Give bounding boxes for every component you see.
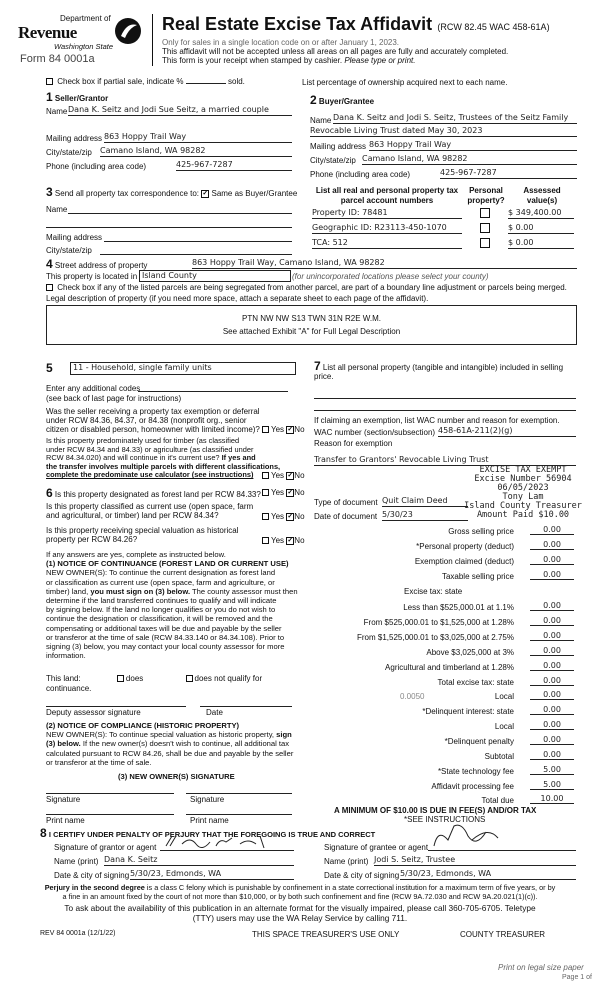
see-instructions: *SEE INSTRUCTIONS [404, 815, 486, 824]
tax-row-value[interactable]: 0.00 [530, 616, 574, 626]
deputy-signature-field[interactable] [46, 700, 186, 707]
exemption-claim-label: If claiming an exemption, list WAC number and reason for exemption. [314, 416, 560, 425]
street-address-label: Street address of property [54, 261, 148, 270]
alt-format-notice [4, 904, 596, 923]
tax-row-label: Affidavit processing fee [431, 782, 514, 791]
forest-question [46, 486, 261, 500]
form-number: Form 84 0001a [20, 53, 95, 65]
perjury-bold: Perjury in the second degree [44, 884, 145, 892]
parcels-header-3b: value(s) [526, 196, 558, 205]
tax-row-value[interactable]: 5.00 [530, 765, 574, 775]
timber-yes-checkbox[interactable] [262, 472, 269, 479]
signature-label: Signature [190, 795, 225, 804]
stamp-line: Tony Lam [502, 492, 544, 502]
reason-field[interactable]: Transfer to Grantors' Revocable Living Trust [314, 455, 576, 466]
print-name-label: Print name [190, 816, 229, 825]
grantee-date-field[interactable]: 5/30/23, Edmonds, WA [400, 869, 576, 880]
seller-phone-label: Phone (including area code) [46, 162, 147, 171]
section3-name-field[interactable] [68, 203, 292, 214]
buyer-mail-label: Mailing address [310, 142, 367, 151]
header-divider [152, 14, 153, 66]
buyer-city-label: City/state/zip [310, 156, 356, 165]
stamp-line: Island County Treasurer [464, 501, 582, 511]
grantor-date-field[interactable]: 5/30/23, Edmonds, WA [130, 869, 294, 880]
grantee-name-field[interactable]: Jodi S. Seitz, Trustee [374, 855, 576, 866]
page-number: Page 1 of [562, 974, 592, 981]
section3-mail-field[interactable] [104, 231, 292, 242]
parcels-header-1b: parcel account numbers [340, 196, 434, 205]
yes-label: Yes [271, 512, 285, 521]
tax-row-value[interactable]: 0.00 [530, 570, 574, 580]
partial-sale-checkbox[interactable] [46, 78, 53, 85]
historic-yesno [262, 536, 305, 545]
continuance-line-b: you must sign on (3) below. [90, 586, 191, 596]
partial-sale-sold: sold. [228, 77, 245, 86]
buyer-name-field-2[interactable]: Revocable Living Trust dated May 30, 2023 [310, 126, 577, 137]
tax-row-value[interactable]: 0.00 [530, 555, 574, 565]
doc-date-field[interactable]: 5/30/23 [382, 510, 468, 521]
tax-row-label: Agricultural and timberland at 1.28% [385, 663, 514, 672]
new-owner-signature-2[interactable] [186, 787, 292, 794]
header-sub3a: This form is your receipt when stamped by cashier. [162, 56, 343, 65]
buyer-city-field[interactable]: Camano Island, WA 98282 [362, 154, 577, 165]
no-label: No [294, 512, 305, 521]
exemption-no-checkbox[interactable]: ✓ [287, 425, 294, 433]
parcel-row [312, 208, 577, 220]
exemption-yes-checkbox[interactable] [262, 426, 269, 433]
dor-logo-mark-icon [113, 16, 143, 46]
continuance-label: continuance. [46, 684, 92, 693]
compliance-block [46, 721, 301, 767]
seller-mail-label: Mailing address [46, 134, 103, 143]
section6-number: 6 [46, 486, 53, 500]
wac-label: WAC number (section/subsection) [314, 428, 436, 437]
tax-row-value[interactable]: 0.00 [530, 690, 574, 700]
section3-text: Send all property tax correspondence to: [54, 189, 200, 198]
section3-city-field[interactable] [100, 244, 292, 255]
grantee-name-label: Name (print) [324, 857, 369, 866]
section3-heading [46, 185, 297, 199]
treasurer-only-label: THIS SPACE TREASURER'S USE ONLY [252, 930, 400, 939]
section7-heading [314, 359, 576, 381]
land-does-label: does [125, 674, 144, 683]
compliance-heading: (2) NOTICE OF COMPLIANCE (HISTORIC PROPERTY) [46, 721, 240, 730]
form-rcw: (RCW 82.45 WAC 458-61A) [437, 22, 550, 32]
tax-row-value[interactable]: 0.00 [530, 676, 574, 686]
compliance-line-b: If the new owner(s) doesn't wish to continue, all additional tax [82, 739, 290, 749]
revision-number: REV 84 0001a (12/1/22) [40, 930, 116, 937]
additional-codes-note: (see back of last page for instructions) [46, 394, 182, 403]
new-owner-print-2[interactable] [186, 808, 292, 815]
grantor-date-label: Date & city of signing [54, 871, 130, 880]
stamp-line: Excise Number 56904 [474, 474, 572, 484]
alt-format-line2: (TTY) users may use the WA Relay Service by calling 711. [192, 912, 408, 923]
current-use-q2: and agricultural, or timber) land per RCW 84.34? [46, 511, 219, 520]
grantee-date-label: Date & city of signing [324, 871, 400, 880]
no-label: No [294, 425, 305, 434]
tax-row-label: Excise tax: state [404, 587, 463, 596]
parcel-value-field[interactable]: $ 0.00 [508, 238, 574, 249]
historic-yes-checkbox[interactable] [262, 537, 269, 544]
continuance-heading: (1) NOTICE OF CONTINUANCE (FOREST LAND OR CURRENT USE) [46, 559, 289, 569]
timber-question [46, 437, 296, 480]
current-use-yes-checkbox[interactable] [262, 513, 269, 520]
tax-row-label: *Delinquent penalty [444, 737, 514, 746]
timber-q-line3a: RCW 84.34.020) and will continue in it's current use? [46, 453, 220, 463]
tax-row-value[interactable]: 0.00 [530, 735, 574, 745]
logo-dept-line2: Revenue [18, 23, 77, 42]
county-treasurer-label: COUNTY TREASURER [460, 930, 546, 939]
compliance-line-a: (3) below. [46, 739, 81, 749]
logo-dept-line1: Department of [60, 14, 111, 23]
legal-description-line1: PTN NW NW S13 TWN 31N R2E W.M. [242, 314, 381, 323]
continuance-line: by signing below. If the land no longer qualifies or you do not wish to [46, 605, 276, 615]
tax-row-value[interactable]: 5.00 [530, 780, 574, 790]
form-title: Real Estate Excise Tax Affidavit [162, 14, 433, 34]
local-rate: 0.0050 [400, 692, 425, 701]
current-use-question [46, 502, 253, 520]
header-sub3b: Please type or print. [344, 56, 416, 65]
tax-row-label: Local [494, 692, 514, 701]
continuance-line: information. [46, 651, 86, 661]
continuance-line: signing (3) below, you may contact your local county assessor for more [46, 642, 285, 652]
doc-type-field[interactable]: Quit Claim Deed [382, 496, 468, 507]
tax-row-value[interactable]: 10.00 [530, 794, 574, 804]
seller-name-label: Name [46, 107, 68, 116]
tax-row-label: Above $3,025,000 at 3% [426, 648, 514, 657]
timber-q-line2: under RCW 84.34 and 84.33) or agriculture (as classified under [46, 444, 254, 454]
deputy-signature-label: Deputy assessor signature [46, 708, 141, 717]
yes-label: Yes [271, 488, 285, 497]
legal-description-box[interactable] [46, 305, 577, 345]
exemption-yesno [262, 425, 305, 434]
parcel-id-field[interactable]: TCA: 512 [312, 238, 462, 249]
parcels-header-2a: Personal [469, 186, 503, 195]
tax-row-value[interactable]: 0.00 [530, 646, 574, 656]
land-does-not-label: does not qualify for [194, 674, 263, 683]
yes-label: Yes [271, 536, 285, 545]
tax-row-label: From $1,525,000.01 to $3,025,000 at 2.75% [356, 633, 514, 642]
perjury-notice [4, 884, 596, 901]
segregated-row [46, 283, 567, 292]
parcels-header-1 [312, 186, 462, 206]
historic-q2: property per RCW 84.26? [46, 535, 138, 544]
section3-city-label: City/state/zip [46, 246, 92, 255]
timber-no-checkbox[interactable]: ✓ [287, 471, 294, 479]
partial-sale-label: Check box if partial sale, indicate % [57, 77, 184, 86]
forest-yesno [262, 488, 305, 497]
header-sub2: This affidavit will not be accepted unless all areas on all pages are fully and accurately completed. [162, 47, 509, 56]
continuance-line: NEW OWNER(S): To continue the current designation as forest land [46, 568, 276, 578]
timber-q-line5: complete the predominate use calculator (see instructions) [46, 470, 254, 480]
buyer-name-label: Name [310, 116, 332, 125]
parcels-header-2b: property? [467, 196, 505, 205]
alt-format-line1: To ask about the availability of this publication in an alternate format for the visually impaired, please call 360-705-6705. Teletype [64, 903, 536, 913]
parcel-personal-checkbox[interactable] [480, 208, 490, 218]
land-does-checkbox[interactable] [117, 675, 124, 682]
partial-sale-percent-field[interactable] [186, 83, 226, 84]
tax-row-label: Local [494, 722, 514, 731]
minimum-due-note: A MINIMUM OF $10.00 IS DUE IN FEE(S) AND/OR TAX [334, 806, 537, 815]
seller-section-number: 1 [46, 90, 53, 104]
tax-row-label: Gross selling price [448, 527, 514, 536]
yes-label: Yes [271, 425, 285, 434]
tax-row-value[interactable]: 0.00 [530, 601, 574, 611]
forest-q: Is this property designated as forest land per RCW 84.33? [54, 490, 261, 499]
continuance-line: compensating or additional taxes will be due and payable by the seller [46, 623, 282, 633]
section4-number: 4 [46, 257, 53, 271]
deputy-date-label: Date [206, 708, 223, 717]
tax-row-value[interactable]: 0.00 [530, 540, 574, 550]
current-use-yesno [262, 512, 305, 521]
street-address-field[interactable]: 863 Hoppy Trail Way, Camano Island, WA 98282 [192, 258, 577, 269]
deputy-date-field[interactable] [200, 700, 292, 707]
grantee-sig-label: Signature of grantee or agent [324, 843, 429, 852]
personal-property-field[interactable] [314, 390, 576, 399]
grantor-name-field[interactable]: Dana K. Seitz [104, 855, 294, 866]
parcel-row [312, 223, 577, 235]
no-label: No [294, 536, 305, 545]
certify-text: I CERTIFY UNDER PENALTY OF PERJURY THAT THE FOREGOING IS TRUE AND CORRECT [48, 830, 376, 839]
section3-number: 3 [46, 185, 53, 199]
new-owner-signature-heading: (3) NEW OWNER(S) SIGNATURE [118, 772, 235, 781]
tax-row-label: *State technology fee [437, 767, 514, 776]
land-label: This land: [46, 674, 81, 683]
compliance-line-a: NEW OWNER(S): To continue special valuation as historic property, [46, 730, 275, 740]
current-use-q1: Is this property classified as current use (open space, farm [46, 502, 254, 511]
new-owner-print-1[interactable] [46, 808, 174, 815]
tax-row-label: Taxable selling price [441, 572, 514, 581]
logo-dept-line3: Washington State [54, 42, 114, 51]
additional-codes-label: Enter any additional codes [46, 384, 141, 393]
grantor-signature-field[interactable] [160, 838, 294, 851]
section7-text: List all personal property (tangible and intangible) included in selling price. [314, 363, 564, 381]
stamp-line: 06/05/2023 [497, 483, 549, 493]
timber-q-line4: the transfer involves multiple parcels with different classifications, [46, 461, 281, 471]
grantor-signature-icon [160, 834, 294, 850]
new-owner-signature-1[interactable] [46, 787, 174, 794]
compliance-line [46, 730, 301, 739]
perjury-line2: a fine in an amount fixed by the court of not more than $10,000, or by both such confinement and fine (RCW 9A.72.030 and RCW 9A.20.021(1)(c)). [62, 891, 538, 901]
section7-number: 7 [314, 359, 321, 373]
parcel-value-field[interactable]: $ 0.00 [508, 223, 574, 234]
county-select[interactable]: Island County [139, 270, 291, 282]
grantee-signature-field[interactable] [428, 838, 576, 851]
continuance-line: continue the designation or classification, it will be removed and the [46, 614, 273, 624]
parcel-row [312, 238, 577, 250]
partial-sale-row [46, 77, 245, 86]
parcel-personal-checkbox[interactable] [480, 223, 490, 233]
dor-logo [18, 14, 148, 66]
seller-phone-field[interactable]: 425-967-7287 [176, 160, 292, 171]
seller-city-field[interactable]: Camano Island, WA 98282 [100, 146, 292, 157]
seller-name-field[interactable]: Dana K. Seitz and Jodi Sue Seitz, a married couple [68, 105, 292, 116]
seller-heading-label: Seller/Grantor [54, 94, 109, 103]
parcel-value-field[interactable]: $ 349,400.00 [508, 208, 574, 219]
parcels-header-2 [464, 186, 508, 206]
parcels-header-1a: List all real and personal property tax [315, 186, 459, 195]
print-name-label: Print name [46, 816, 85, 825]
section3-mail-label: Mailing address [46, 233, 103, 242]
header-sub3 [162, 56, 415, 65]
exemption-q-line1: Was the seller receiving a property tax exemption or deferral [46, 407, 260, 416]
continuance-line: or transferor at the time of sale (RCW 84.33.140 or 84.34.108). Prior to [46, 632, 285, 642]
tax-row-value[interactable]: 0.00 [530, 720, 574, 730]
same-as-buyer-checkbox[interactable]: ✓ [202, 189, 209, 197]
continuance-line [46, 587, 301, 596]
tax-row-value[interactable]: 0.00 [530, 525, 574, 535]
exemption-q-line2: under RCW 84.36, 84.37, or 84.38 (nonprofit org., senior [46, 416, 247, 425]
instr-line: If any answers are yes, complete as instructed below. [46, 550, 226, 559]
signature-label: Signature [46, 795, 81, 804]
wac-field[interactable]: 458-61A-211(2)(g) [438, 426, 576, 437]
legal-description-label: Legal description of property (if you need more space, attach a separate sheet to each page of the affidavit). [46, 294, 429, 303]
located-in-label: This property is located in [46, 272, 138, 281]
additional-codes-field[interactable] [138, 382, 288, 392]
header-sub1: Only for sales in a single location code on or after January 1, 2023. [162, 38, 400, 47]
current-use-no-checkbox[interactable]: ✓ [287, 512, 294, 520]
continuance-line-a: timber) land, [46, 586, 89, 596]
exemption-question [46, 407, 294, 434]
seller-mail-field[interactable]: 863 Hoppy Trail Way [104, 132, 292, 143]
notice-block [46, 550, 301, 660]
seller-heading [46, 90, 108, 104]
compliance-line [46, 739, 301, 748]
buyer-phone-label: Phone (including area code) [310, 170, 411, 179]
no-label: No [294, 488, 305, 497]
timber-yesno [262, 471, 305, 480]
tax-row-label: From $525,000.01 to $1,525,000 at 1.28% [363, 618, 514, 627]
buyer-heading-label: Buyer/Grantee [318, 97, 375, 106]
continuance-line: determine if the land transferred continues to qualify and will indicate [46, 596, 277, 606]
stamp-line: EXCISE TAX EXEMPT [479, 465, 567, 475]
buyer-phone-field[interactable]: 425-967-7287 [440, 168, 577, 179]
no-label: No [294, 471, 305, 480]
perjury-text: is a class C felony which is punishable by confinement in a state correctional institution for a maximum term of five years, or by [146, 884, 556, 892]
parcels-header-3a: Assessed [523, 186, 561, 195]
buyer-section-number: 2 [310, 93, 317, 107]
county-note: (for unincorporated locations please select your county) [292, 272, 489, 281]
grantor-sig-label: Signature of grantor or agent [54, 843, 157, 852]
tax-row-label: *Delinquent interest: state [422, 707, 514, 716]
section5-number: 5 [46, 361, 53, 375]
historic-question [46, 526, 239, 544]
grantor-name-label: Name (print) [54, 857, 99, 866]
timber-q-line3b: If yes and [221, 453, 256, 463]
section4-street-row [46, 257, 147, 271]
compliance-line-b: sign [276, 730, 292, 740]
continuance-line: or classification as current use (open space, farm and agriculture, or [46, 577, 275, 587]
compliance-line: or transferor at the time of sale. [46, 757, 152, 767]
stamp-line: Amount Paid $10.00 [476, 510, 570, 520]
doc-date-label: Date of document [314, 512, 378, 521]
land-use-code-select[interactable]: 11 - Household, single family units [70, 362, 296, 375]
parcel-id-field[interactable]: Property ID: 78481 [312, 208, 462, 219]
grantee-signature-icon [428, 820, 576, 850]
tax-row-label: Less than $525,000.01 at 1.1% [403, 603, 514, 612]
doc-type-label: Type of document [314, 498, 378, 507]
legal-description-line2: See attached Exhibit "A" for Full Legal Description [222, 327, 401, 336]
tax-row-label: Total excise tax: state [437, 678, 514, 687]
tax-row-value[interactable]: 0.00 [530, 705, 574, 715]
treasurer-stamp [458, 466, 588, 520]
continuance-line-c: The county assessor must then [192, 586, 298, 596]
tax-row-value[interactable]: 0.00 [530, 631, 574, 641]
section8-number: 8 [40, 826, 47, 840]
timber-q-line1: Is this property predominately used for timber (as classified [46, 436, 240, 445]
compliance-line: calculated pursuant to RCW 84.26, shall be due and payable by the seller [46, 748, 294, 758]
historic-no-checkbox[interactable]: ✓ [287, 536, 294, 544]
tax-row-value[interactable]: 0.00 [530, 750, 574, 760]
parcels-header-3 [510, 186, 574, 206]
segregated-checkbox[interactable] [46, 284, 53, 291]
section3-same-label: Same as Buyer/Grantee [211, 189, 298, 198]
tax-row-label: Subtotal [484, 752, 514, 761]
segregated-label: Check box if any of the listed parcels are being segregated from another parcel, are part of a boundary line adjustment or parcels being merged. [57, 283, 567, 292]
parcel-personal-checkbox[interactable] [480, 238, 490, 248]
buyer-name-field[interactable]: Dana K. Seitz and Jodi S. Seitz, Trustees of the Seitz Family [333, 113, 577, 124]
section3-name-label: Name [46, 205, 68, 214]
legal-size-note: Print on legal size paper [498, 963, 584, 972]
land-qualify-row [46, 674, 262, 683]
reason-label: Reason for exemption [314, 439, 393, 448]
forest-yes-checkbox[interactable] [262, 489, 269, 496]
tax-row-value[interactable]: 0.00 [530, 661, 574, 671]
forest-no-checkbox[interactable]: ✓ [287, 488, 294, 496]
land-does-not-checkbox[interactable] [186, 675, 193, 682]
section3-name-field-2[interactable] [46, 217, 292, 228]
seller-city-label: City/state/zip [46, 148, 92, 157]
form-title-row [162, 14, 550, 35]
yes-label: Yes [271, 471, 285, 480]
tax-row-label: Exemption claimed (deduct) [414, 557, 514, 566]
personal-property-field-2[interactable] [314, 402, 576, 411]
ownership-note: List percentage of ownership acquired next to each name. [302, 78, 508, 87]
tax-row-label: *Personal property (deduct) [416, 542, 514, 551]
parcel-id-field[interactable]: Geographic ID: R23113-450-1070 [312, 223, 462, 234]
tax-row-label: Total due [481, 796, 514, 805]
historic-q1: Is this property receiving special valuation as historical [46, 526, 239, 535]
buyer-mail-field[interactable]: 863 Hoppy Trail Way [369, 140, 577, 151]
exemption-q-line3: citizen or disabled person, homeowner with limited income)? [46, 425, 260, 434]
buyer-heading [310, 93, 374, 107]
